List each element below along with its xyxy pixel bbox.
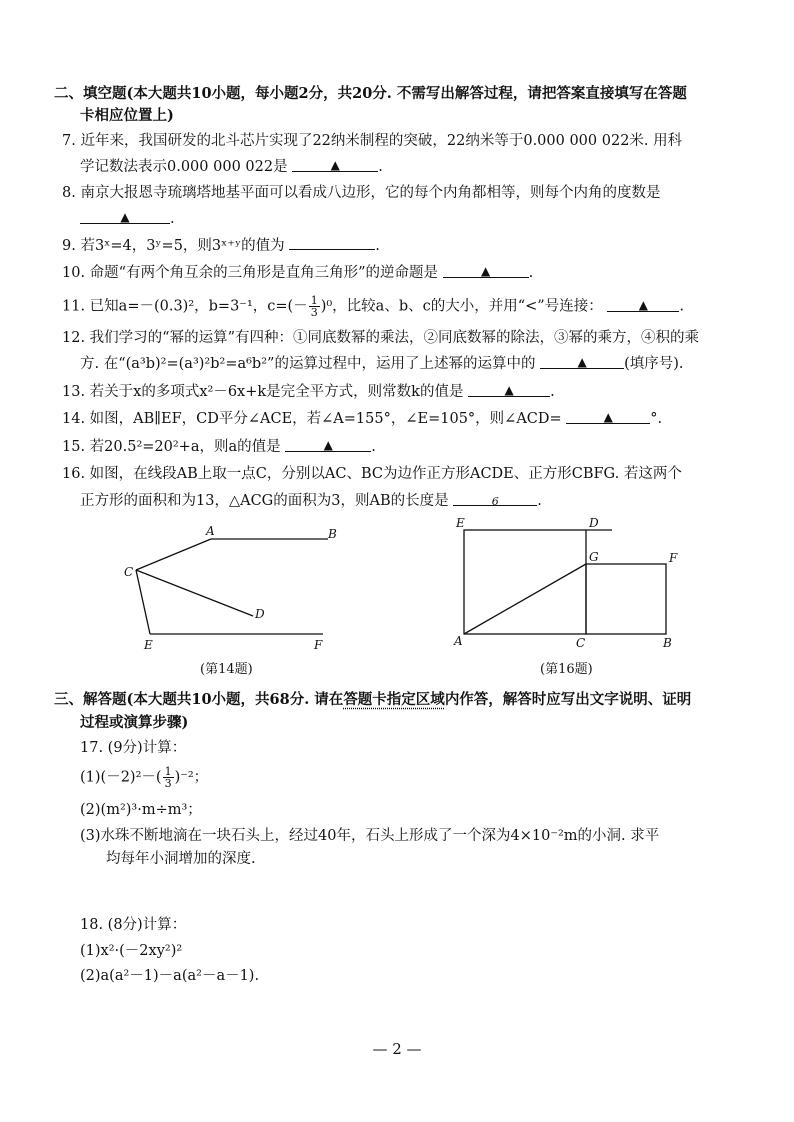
fig16-label-f: F <box>669 551 678 565</box>
fig14-label-b: B <box>328 527 337 541</box>
q17-part1 <box>80 766 208 789</box>
q9-text: 9. 若3ˣ=4，3ʸ=5，则3ˣ⁺ʸ的值为 <box>62 238 285 254</box>
answer-triangle-icon: ▲ <box>504 383 514 397</box>
fig14-line-ca <box>136 539 211 570</box>
q13-text: 13. 若关于x的多项式x²－6x+k是完全平方式，则常数k的值是 <box>62 384 464 400</box>
fig16-square-acde <box>464 530 586 634</box>
q18-part1: (1)x²·(－2xy²)² <box>80 943 183 959</box>
q9-period: . <box>375 238 380 254</box>
q16-text: 正方形的面积和为13，△ACG的面积为3，则AB的长度是 <box>80 493 449 509</box>
q7-answer-blank <box>292 157 378 172</box>
q11-text-pre: 11. 已知a=－(0.3)²，b=3⁻¹，c=(－ <box>62 298 308 315</box>
q16-line1: 16. 如图，在线段AB上取一点C，分别以AC、BC为边作正方形ACDE、正方形CBFG. 若这两个 <box>62 466 682 482</box>
section3-heading <box>54 690 691 710</box>
page-number: — 2 — <box>372 1040 422 1058</box>
q7-line1: 7. 近年来，我国研发的北斗芯片实现了22纳米制程的突破，22纳米等于0.000 000 022米. 用科 <box>62 133 683 149</box>
answer-triangle-icon: ▲ <box>638 297 648 312</box>
fig16-label-g: G <box>589 550 599 564</box>
q7-text: 学记数法表示0.000 000 022是 <box>80 159 288 175</box>
q7-period: . <box>378 159 383 175</box>
q17-1-frac-numerator: 1 <box>164 765 172 778</box>
q15-answer-blank <box>285 437 371 452</box>
q17-title: 17. (9分)计算： <box>80 740 187 756</box>
fig16-square-cbfg <box>586 564 666 634</box>
q16-line2 <box>80 491 542 511</box>
section3-heading-dot: 答题卡指定区域 <box>343 691 445 708</box>
answer-triangle-icon: ▲ <box>577 355 587 369</box>
fig14-line-ce <box>136 570 150 634</box>
q7-line2 <box>80 157 383 177</box>
q14-line <box>62 409 662 429</box>
fig16-label-a: A <box>454 634 463 648</box>
q17-part3-line1: (3)水珠不断地滴在一块石头上，经过40年，石头上形成了一个深为4×10⁻²m的小洞. 求平 <box>80 828 660 844</box>
q11-fraction <box>309 295 320 318</box>
q17-1-frac-denominator: 3 <box>164 777 172 790</box>
figure-16-caption: (第16题) <box>540 662 593 677</box>
q10-text: 10. 命题“有两个角互余的三角形是直角三角形”的逆命题是 <box>62 265 438 281</box>
fig14-label-c: C <box>124 565 134 579</box>
answer-triangle-icon: ▲ <box>120 210 130 224</box>
q11-line <box>62 295 684 318</box>
q17-part2: (2)(m²)³·m÷m³； <box>80 802 202 818</box>
q17-1-pre: (1)(－2)²－( <box>80 769 162 786</box>
q15-period: . <box>371 439 376 455</box>
q12-text: 方. 在“(a³b)²=(a³)²b²=a⁶b²”的运算过程中，运用了上述幂的运算中的 <box>80 356 536 372</box>
q12-line2 <box>80 354 684 374</box>
q14-unit: °. <box>650 411 663 427</box>
section3-heading-a: 三、解答题(本大题共10小题，共68分. 请在 <box>54 691 344 708</box>
q18-part2: (2)a(a²－1)－a(a²－a－1). <box>80 968 260 984</box>
section2-heading-cont: 卡相应位置上) <box>80 107 174 124</box>
q10-line <box>62 263 533 283</box>
section3-heading-b: 内作答，解答时应写出文字说明、证明 <box>444 691 692 708</box>
q17-1-fraction <box>163 766 174 789</box>
figure-14-diagram <box>118 522 348 654</box>
q12-line1: 12. 我们学习的“幂的运算”有四种：①同底数幂的乘法，②同底数幂的除法，③幂的乘方，④积的乘 <box>62 330 699 346</box>
fig14-label-f: F <box>314 638 323 652</box>
q16-mark: 6 <box>491 495 499 508</box>
fig16-label-b: B <box>663 636 672 650</box>
q14-text: 14. 如图，AB∥EF，CD平分∠ACE，若∠A=155°，∠E=105°，则∠ACD= <box>62 411 562 427</box>
q12-answer-blank <box>540 354 624 369</box>
q8-period: . <box>170 211 175 227</box>
q11-frac-denominator: 3 <box>310 306 318 319</box>
fig16-label-e: E <box>456 516 465 530</box>
q16-answer-blank <box>453 491 537 506</box>
q15-line <box>62 437 376 457</box>
q15-text: 15. 若20.5²=20²+a，则a的值是 <box>62 439 281 455</box>
q11-period: . <box>679 298 684 315</box>
fig14-label-a: A <box>206 524 215 538</box>
q17-1-post: )⁻²； <box>174 769 209 786</box>
fig14-label-d: D <box>255 607 265 621</box>
q9-answer-blank <box>289 235 375 250</box>
q12-suffix: (填序号). <box>624 356 684 372</box>
fig14-line-cd <box>136 570 253 616</box>
figure-16-diagram <box>450 514 690 654</box>
section2-heading: 二、填空题(本大题共10小题，每小题2分，共20分. 不需写出解答过程，请把答案直接填写在答题 <box>54 85 687 102</box>
q16-period: . <box>537 493 542 509</box>
q9-line <box>62 235 380 256</box>
q17-part3-line2: 均每年小洞增加的深度. <box>106 851 256 867</box>
q13-line <box>62 382 555 402</box>
q10-period: . <box>528 265 534 281</box>
answer-triangle-icon: ▲ <box>323 438 333 452</box>
q18-title: 18. (8分)计算： <box>80 917 187 933</box>
q8-line1: 8. 南京大报恩寺琉璃塔地基平面可以看成八边形，它的每个内角都相等，则每个内角的度数是 <box>62 185 661 201</box>
q14-answer-blank <box>566 409 650 424</box>
q8-line2 <box>80 209 175 229</box>
q11-frac-numerator: 1 <box>310 294 318 307</box>
answer-triangle-icon: ▲ <box>480 264 491 278</box>
q13-answer-blank <box>468 382 550 397</box>
q11-text-post: )⁰，比较a、b、c的大小，并用“<”号连接： <box>320 298 603 315</box>
fig14-label-e: E <box>144 638 153 652</box>
q13-period: . <box>550 384 555 400</box>
figure-14-caption: (第14题) <box>200 662 253 677</box>
answer-triangle-icon: ▲ <box>603 410 613 424</box>
q10-answer-blank <box>443 263 529 278</box>
fig16-label-d: D <box>589 516 599 530</box>
fig16-label-c: C <box>576 636 586 650</box>
q11-answer-blank <box>607 297 679 312</box>
answer-triangle-icon: ▲ <box>330 158 340 172</box>
section3-heading-cont: 过程或演算步骤) <box>80 714 189 731</box>
fig16-line-ag <box>464 564 586 634</box>
q8-answer-blank <box>80 209 170 224</box>
